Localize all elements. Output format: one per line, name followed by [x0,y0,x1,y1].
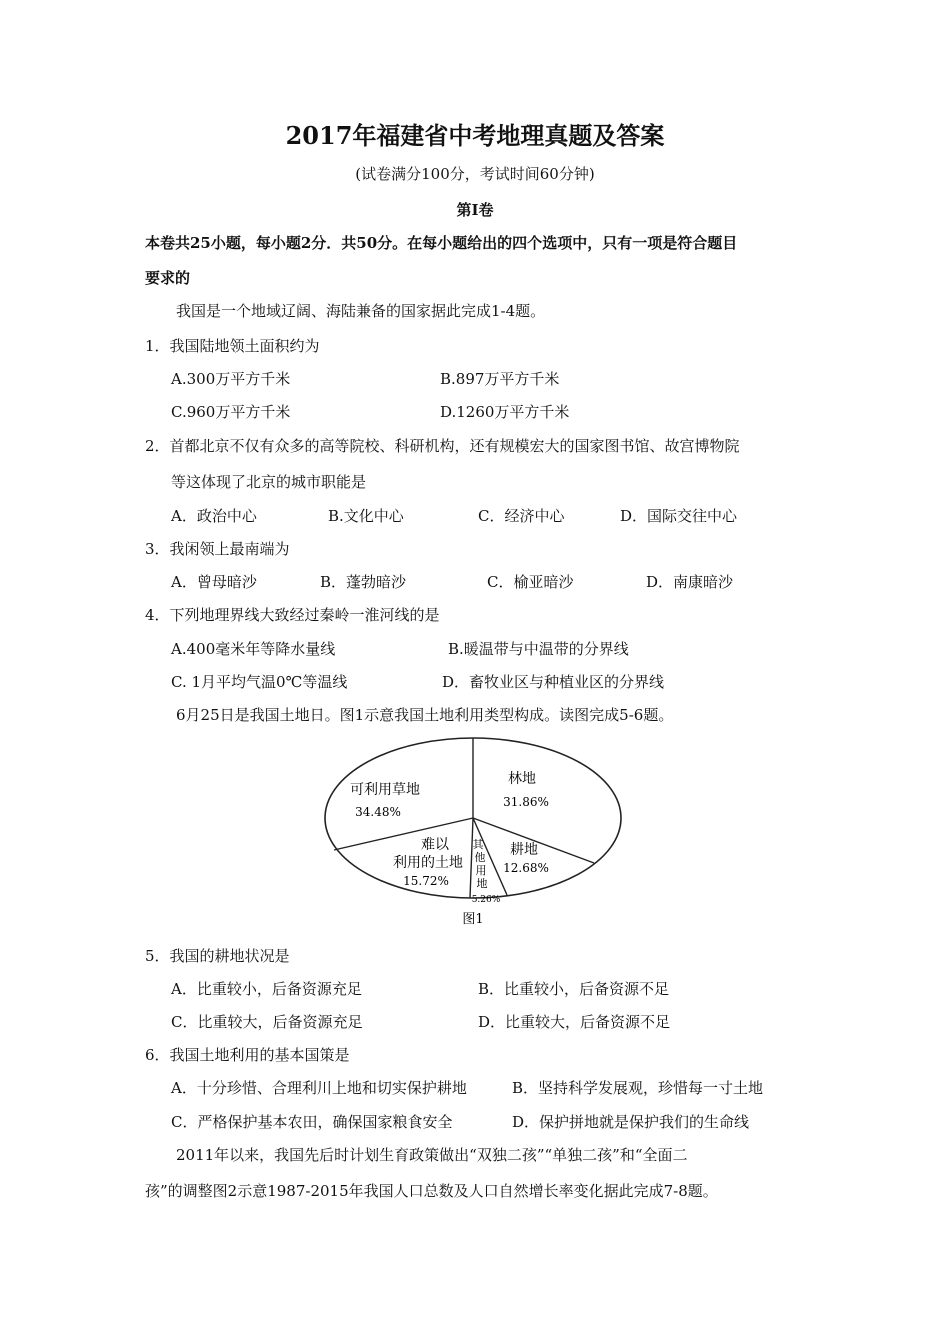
q2-stem-line-1: 2．首都北京不仅有众多的高等院校、科研机构，还有规模宏大的国家图书馆、故宫博物院 [145,437,740,455]
q1-option-d: D.1260万平方千米 [440,403,570,421]
q2-option-a: A．政治中心 [171,507,257,525]
q1-option-b: B.897万平方千米 [440,370,560,388]
value-forest: 31.86% [503,795,549,809]
q3-option-a: A．曾母暗沙 [171,573,257,591]
intro-1-4: 我国是一个地域辽阔、海陆兼备的国家据此完成1-4题。 [176,302,546,320]
slice-divider-hard-grass [334,818,473,850]
label-hard-line-1: 难以 [421,837,449,853]
slice-divider-other-hard [470,818,473,898]
q5-option-b: B．比重较小，后备资源不足 [478,980,670,998]
section-heading: 第Ⅰ卷 [456,201,494,219]
q5-option-c: C．比重较大，后备资源充足 [171,1013,363,1031]
label-hard-line-2: 利用的土地 [393,855,463,871]
value-other: 5.26% [471,895,501,905]
q2-option-c: C．经济中心 [478,507,565,525]
q3-stem: 3．我闲领上最南端为 [145,540,290,558]
instructions-line-1: 本卷共25小题，每小题2分．共50分。在每小题给出的四个选项中，只有一项是符合题目 [145,234,738,252]
label-other-2: 他 [474,851,486,864]
label-other-1: 其 [472,838,484,851]
label-other-4: 地 [476,877,488,890]
instructions-line-2: 要求的 [145,269,191,287]
intro-7-8-line-1: 2011年以来，我国先后时计划生育政策做出“双独二孩”“单独二孩”和“全面二 [176,1146,688,1164]
q2-option-b: B.文化中心 [328,507,404,525]
q6-stem: 6．我国土地利用的基本国策是 [145,1046,350,1064]
intro-7-8-line-2: 孩”的调整图2示意1987-2015年我国人口总数及人口自然增长率变化据此完成7-8题。 [145,1182,718,1200]
q6-option-a: A．十分珍惜、合理利川上地和切实保护耕地 [171,1079,467,1097]
chart-title: 图1 [462,912,484,927]
land-use-pie-chart [310,730,640,930]
q5-option-a: A．比重较小，后备资源充足 [171,980,362,998]
label-farm: 耕地 [510,842,538,858]
q1-option-a: A.300万平方千米 [171,370,291,388]
q4-option-d: D．畜牧业区与种植业区的分界线 [442,673,665,691]
q5-stem: 5．我国的耕地状况是 [145,947,290,965]
q5-option-d: D．比重较大，后备资源不足 [478,1013,671,1031]
q6-option-b: B．坚持科学发展观，珍惜每一寸土地 [512,1079,764,1097]
q3-option-d: D．南康暗沙 [646,573,734,591]
q4-stem: 4．下列地理界线大致经过秦岭一淮河线的是 [145,606,440,624]
page-title: 2017年福建省中考地理真题及答案 [285,121,665,150]
value-farm: 12.68% [503,861,549,875]
q2-option-d: D．国际交往中心 [620,507,738,525]
q6-option-c: C．严格保护基本农田，确保国家粮食安全 [171,1113,453,1131]
q4-option-a: A.400毫米年等降水量线 [171,640,336,658]
q1-stem: 1．我国陆地领土面积约为 [145,337,320,355]
value-grass: 34.48% [355,805,401,819]
label-forest: 林地 [508,771,536,787]
value-hard: 15.72% [403,874,449,888]
label-other-3: 用 [475,864,487,877]
label-grass: 可利用草地 [350,782,420,798]
q3-option-c: C．榆亚暗沙 [487,573,574,591]
q4-option-b: B.暖温带与中温带的分界线 [448,640,629,658]
q3-option-b: B．蓬勃暗沙 [320,573,407,591]
q2-stem-line-2: 等这体现了北京的城市职能是 [171,473,367,491]
q4-option-c: C. 1月平均气温0℃等温线 [171,673,348,691]
q6-option-d: D．保护拼地就是保护我们的生命线 [512,1113,750,1131]
intro-5-6: 6月25日是我国土地日。图1示意我国土地利用类型构成。读图完成5-6题。 [176,706,674,724]
q1-option-c: C.960万平方千米 [171,403,291,421]
page-subtitle: (试卷满分100分，考试时间60分钟) [355,165,595,183]
